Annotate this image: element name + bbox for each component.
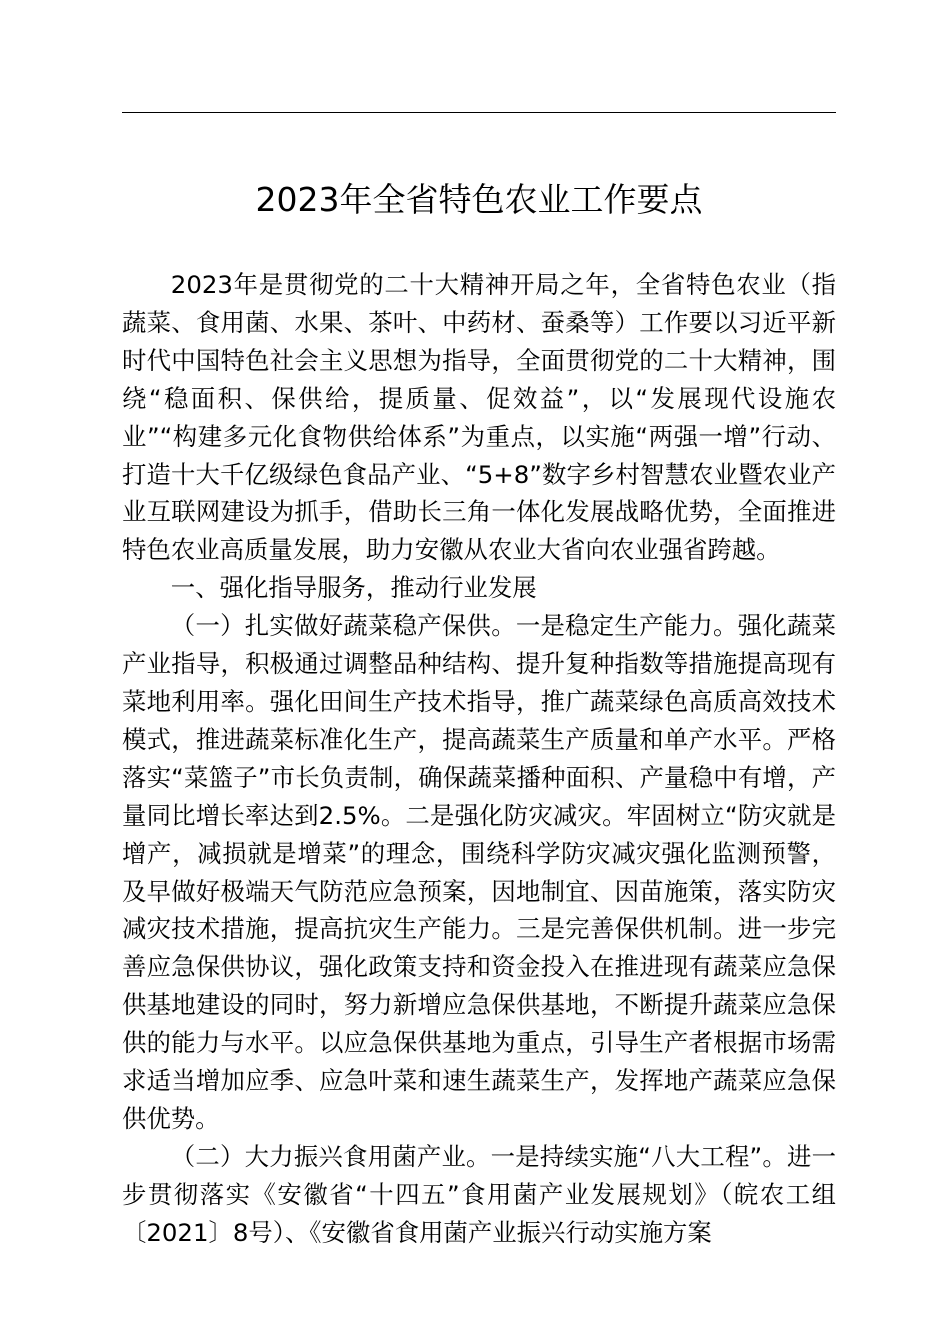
intro-paragraph: 2023年是贯彻党的二十大精神开局之年，全省特色农业（指蔬菜、食用菌、水果、茶叶、中药材、蚕桑等）工作要以习近平新时代中国特色社会主义思想为指导，全面贯彻党的二十大精神，围绕“稳面积、保供给，提质量、促效益”，以“发展现代设施农业”“构建多元化食物供给体系”为重点，以实施“两强一增”行动、打造十大千亿级绿色食品产业、“5+8”数字乡村智慧农业暨农业产业互联网建设为抓手，借助长三角一体化发展战略优势，全面推进特色农业高质量发展，助力安徽从农业大省向农业强省跨越。 <box>122 270 836 565</box>
document-title: 2023年全省特色农业工作要点 <box>255 180 703 219</box>
header-rule <box>122 112 836 113</box>
subsection-mushrooms-paragraph: （二）大力振兴食用菌产业。一是持续实施“八大工程”。进一步贯彻落实《安徽省“十四五”食用菌产业发展规划》（皖农工组〔2021〕8号）、《安徽省食用菌产业振兴行动实施方案 <box>122 1141 836 1247</box>
document-body <box>122 266 836 1252</box>
section-heading-1: 一、强化指导服务，推动行业发展 <box>170 573 537 603</box>
subsection-vegetables-paragraph: （一）扎实做好蔬菜稳产保供。一是稳定生产能力。强化蔬菜产业指导，积极通过调整品种结构、提升复种指数等措施提高现有菜地利用率。强化田间生产技术指导，推广蔬菜绿色高质高效技术模式，推进蔬菜标准化生产，提高蔬菜生产质量和单产水平。严格落实“菜篮子”市长负责制，确保蔬菜播种面积、产量稳中有增，产量同比增长率达到2.5%。二是强化防灾减灾。牢固树立“防灾就是增产，减损就是增菜”的理念，围绕科学防灾减灾强化监测预警，及早做好极端天气防范应急预案，因地制宜、因苗施策，落实防灾减灾技术措施，提高抗灾生产能力。三是完善保供机制。进一步完善应急保供协议，强化政策支持和资金投入在推进现有蔬菜应急保供基地建设的同时，努力新增应急保供基地，不断提升蔬菜应急保供的能力与水平。以应急保供基地为重点，引导生产者根据市场需求适当增加应季、应急叶菜和速生蔬菜生产，发挥地产蔬菜应急保供优势。 <box>122 611 836 1133</box>
